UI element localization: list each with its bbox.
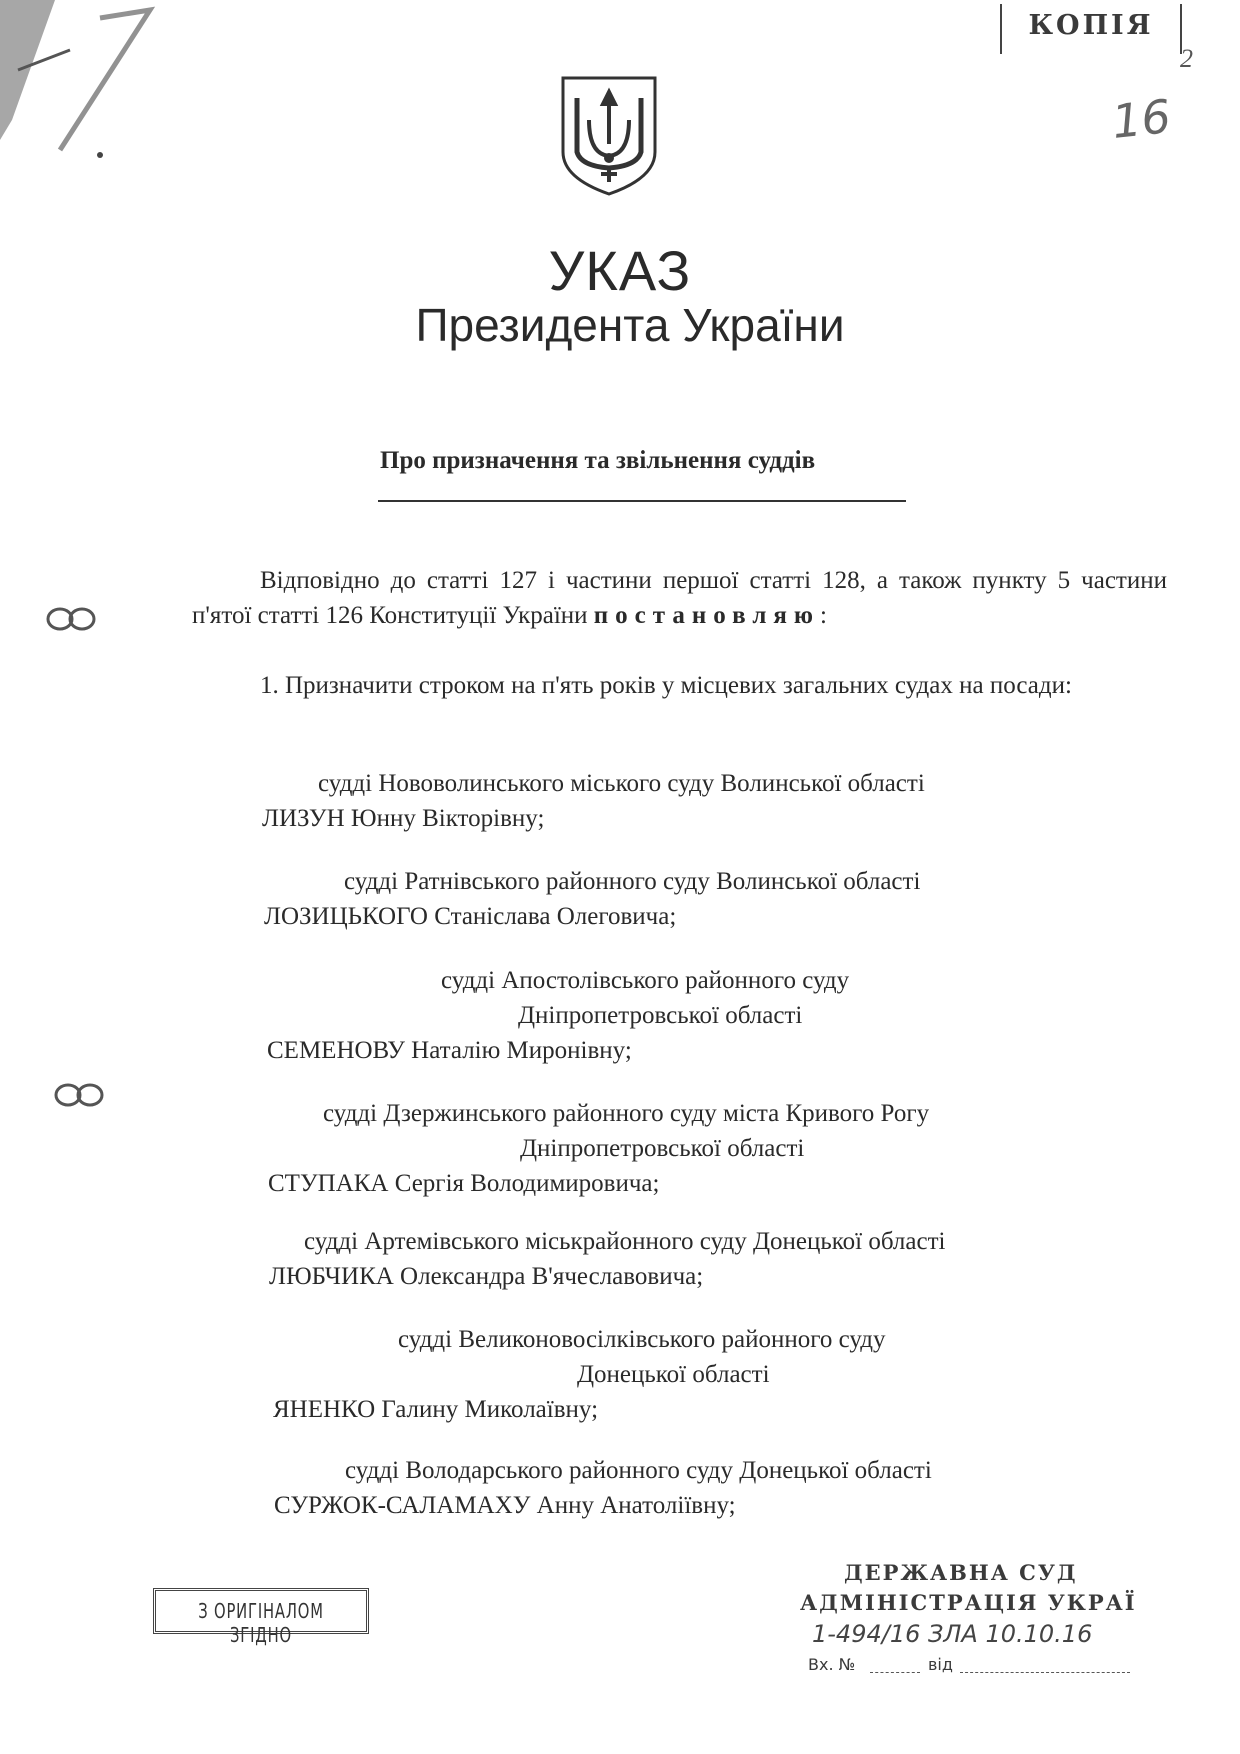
decree-subject: Про призначення та звільнення суддів (380, 447, 816, 474)
appointment-4-court-line-2: Дніпропетровської області (520, 1135, 805, 1162)
appointment-1-court: судді Нововолинського міського суду Волинської області (318, 770, 925, 797)
registration-stamp (800, 1560, 1140, 1680)
registration-label-from: від (928, 1655, 953, 1674)
registration-number-line (870, 1672, 920, 1673)
appointment-7-court: судді Володарського районного суду Донецької області (345, 1457, 932, 1484)
appointment-2-court: судді Ратнівського районного суду Волинської області (344, 868, 921, 895)
appointment-4-court-line-1: судді Дзержинського районного суду міста Кривого Рогу (323, 1100, 930, 1127)
registration-stamp-line-2: АДМІНІСТРАЦІЯ УКРАЇ (800, 1590, 1137, 1615)
copy-stamp-text: КОПІЯ (1028, 10, 1154, 41)
appointment-6-name: ЯНЕНКО Галину Миколаївну; (273, 1396, 599, 1423)
appointment-2-name: ЛОЗИЦЬКОГО Станіслава Олеговича; (264, 903, 677, 930)
copy-stamp (1000, 4, 1182, 54)
decree-keyword: постановляю (593, 602, 820, 629)
punch-hole-mark (44, 604, 98, 634)
trident-emblem-icon (559, 74, 659, 198)
appointment-5-court: судді Артемівського міськрайонного суду Донецької області (304, 1228, 946, 1255)
punch-hole-mark (52, 1080, 106, 1110)
decree-subtitle: Президента України (415, 299, 845, 351)
registration-label-in: Вх. № (808, 1655, 856, 1674)
decree-title: УКАЗ (548, 239, 692, 302)
handwritten-page-number: 16 (1109, 89, 1174, 149)
appointment-6-court-line-1: судді Великоновосілківського районного суду (398, 1326, 886, 1353)
appointment-4-name: СТУПАКА Сергія Володимировича; (268, 1170, 660, 1197)
appointment-3-court-line-1: судді Апостолівського районного суду (441, 967, 850, 994)
appointment-6-court-line-2: Донецької області (577, 1361, 770, 1388)
item-1-paragraph: 1. Призначити строком на п'ять років у місцевих загальних судах на посади: (260, 672, 1072, 699)
appointment-7-name: СУРЖОК-САЛАМАХУ Анну Анатоліївну; (274, 1492, 736, 1519)
corner-handwritten-mark: 2 (1180, 44, 1193, 73)
intro-paragraph (192, 563, 1167, 633)
intro-text: Відповідно до статті 127 і частини першої статті 128, а також пункту 5 частини п'ятої статті 126 Конституції України (192, 567, 1167, 629)
intro-colon: : (819, 602, 827, 629)
appointment-5-name: ЛЮБЧИКА Олександра В'ячеславовича; (269, 1263, 704, 1290)
subject-underline (378, 500, 906, 502)
appointment-3-court-line-2: Дніпропетровської області (518, 1002, 803, 1029)
appointment-1-name: ЛИЗУН Юнну Вікторівну; (262, 805, 545, 832)
registration-handwritten-entry: 1-494/16 ЗЛА 10.10.16 (812, 1620, 1093, 1648)
appointment-3-name: СЕМЕНОВУ Наталію Миронівну; (267, 1037, 632, 1064)
true-copy-stamp-text: З ОРИГІНАЛОМ ЗГІДНО (198, 1599, 324, 1647)
scan-smudge-marks (0, 0, 170, 200)
registration-stamp-line-1: ДЕРЖАВНА СУД (844, 1560, 1078, 1585)
true-copy-stamp (153, 1588, 369, 1647)
registration-date-line (960, 1672, 1130, 1673)
